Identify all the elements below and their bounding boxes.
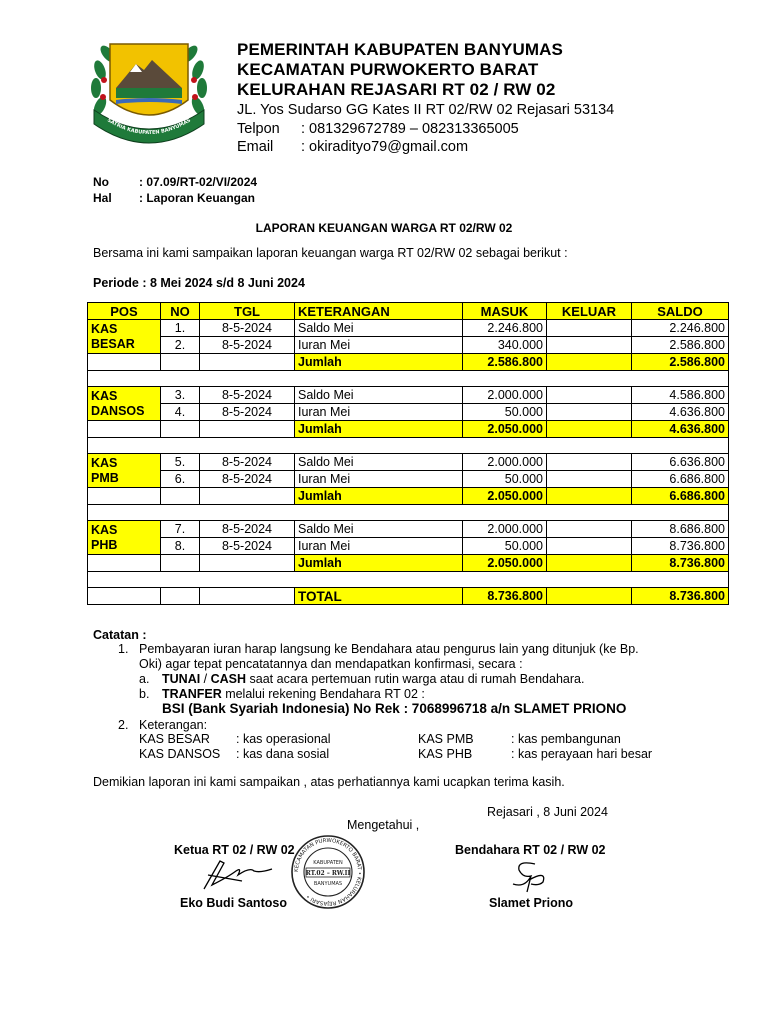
stamp-mid-text: RT.02 – RW.II <box>305 870 351 877</box>
note-a-bold: TUNAI <box>162 672 201 686</box>
no-cell: 3. <box>161 387 200 404</box>
saldo-cell: 6.636.800 <box>632 454 729 471</box>
empty-cell <box>88 354 161 371</box>
keluar-cell <box>547 454 632 471</box>
masuk-cell: 340.000 <box>463 337 547 354</box>
pos-label: BESAR <box>91 336 135 351</box>
note-1-line-2: Oki) agar tepat pencatatannya dan mendapatkan konfirmasi, secara : <box>139 657 523 671</box>
spacer-cell <box>88 505 729 521</box>
col-header-no: NO <box>161 303 200 320</box>
subtotal-masuk: 2.050.000 <box>463 488 547 505</box>
note-b-number: b. <box>139 687 150 701</box>
letter-number-label: No <box>93 175 109 189</box>
subtotal-masuk: 2.050.000 <box>463 555 547 572</box>
spacer-cell <box>88 371 729 387</box>
stamp-bottom-text: BANYUMAS <box>313 881 343 887</box>
empty-cell <box>200 354 295 371</box>
letter-subject-label: Hal <box>93 191 112 205</box>
pos-cell <box>88 387 161 421</box>
phone-label: Telpon <box>237 121 280 137</box>
table-row <box>88 521 729 538</box>
letter-subject-value: : Laporan Keuangan <box>139 191 256 205</box>
subtotal-row <box>88 354 729 371</box>
phone-value: : 081329672789 – 082313365005 <box>301 121 519 137</box>
saldo-cell: 4.636.800 <box>632 404 729 421</box>
pos-cell <box>88 521 161 555</box>
signer-right-name: Slamet Priono <box>489 896 574 910</box>
subtotal-saldo: 2.586.800 <box>632 354 729 371</box>
empty-cell <box>200 488 295 505</box>
pos-label: PHB <box>91 537 118 552</box>
masuk-cell: 2.000.000 <box>463 387 547 404</box>
keluar-cell <box>547 320 632 337</box>
pos-label: KAS <box>91 388 118 403</box>
legend-kas-besar-value: : kas operasional <box>236 732 331 746</box>
subtotal-saldo: 4.636.800 <box>632 421 729 438</box>
keluar-cell <box>547 471 632 488</box>
notes-heading: Catatan : <box>93 628 147 642</box>
bank-account-text: BSI (Bank Syariah Indonesia) No Rek : 7068996718 a/n SLAMET PRIONO <box>162 701 627 716</box>
col-header-saldo: SALDO <box>632 303 729 320</box>
letter-number-value: : 07.09/RT-02/VI/2024 <box>139 175 258 189</box>
empty-cell <box>200 555 295 572</box>
header-line-3: KELURAHAN REJASARI RT 02 / RW 02 <box>237 80 556 99</box>
no-cell: 1. <box>161 320 200 337</box>
subtotal-label: Jumlah <box>295 354 463 371</box>
saldo-cell: 2.586.800 <box>632 337 729 354</box>
subtotal-label: Jumlah <box>295 555 463 572</box>
subtotal-row <box>88 421 729 438</box>
no-cell: 8. <box>161 538 200 555</box>
saldo-cell: 6.686.800 <box>632 471 729 488</box>
header-line-1: PEMERINTAH KABUPATEN BANYUMAS <box>237 40 563 59</box>
signer-left-name: Eko Budi Santoso <box>180 896 287 910</box>
subtotal-row <box>88 488 729 505</box>
masuk-cell: 2.000.000 <box>463 454 547 471</box>
table-row <box>88 404 729 421</box>
empty-cell <box>161 588 200 605</box>
subtotal-masuk: 2.586.800 <box>463 354 547 371</box>
desc-cell: Saldo Mei <box>295 454 463 471</box>
spacer-cell <box>88 438 729 454</box>
letter-subject-row <box>93 191 255 205</box>
empty-cell <box>88 588 161 605</box>
note-a-text <box>162 672 584 687</box>
saldo-cell: 8.736.800 <box>632 538 729 555</box>
col-header-tgl: TGL <box>200 303 295 320</box>
subtotal-masuk: 2.050.000 <box>463 421 547 438</box>
legend-kas-dansos-key: KAS DANSOS <box>139 747 221 761</box>
empty-cell <box>200 421 295 438</box>
note-b-rest: melalui rekening Bendahara RT 02 : <box>221 687 425 701</box>
pos-label: KAS <box>91 455 118 470</box>
note-1-number: 1. <box>118 642 129 656</box>
table-header-row <box>88 303 729 320</box>
banyumas-logo <box>86 30 212 148</box>
spacer-row <box>88 371 729 387</box>
period-text: Periode : 8 Mei 2024 s/d 8 Juni 2024 <box>93 276 305 290</box>
note-2-number: 2. <box>118 718 129 732</box>
masuk-cell: 2.000.000 <box>463 521 547 538</box>
date-cell: 8-5-2024 <box>200 404 295 421</box>
subtotal-label: Jumlah <box>295 488 463 505</box>
date-cell: 8-5-2024 <box>200 387 295 404</box>
signature-right <box>505 858 555 894</box>
date-cell: 8-5-2024 <box>200 471 295 488</box>
desc-cell: Saldo Mei <box>295 387 463 404</box>
legend-kas-besar-key: KAS BESAR <box>139 732 210 746</box>
header-address: JL. Yos Sudarso GG Kates II RT 02/RW 02 Rejasari 53134 <box>237 102 615 118</box>
empty-cell <box>88 421 161 438</box>
table-row <box>88 337 729 354</box>
subtotal-keluar <box>547 488 632 505</box>
masuk-cell: 50.000 <box>463 471 547 488</box>
finance-table <box>87 302 729 605</box>
keluar-cell <box>547 387 632 404</box>
table-row <box>88 454 729 471</box>
date-cell: 8-5-2024 <box>200 538 295 555</box>
ribbon-text: SATRIA KABUPATEN BANYUMAS <box>106 117 192 137</box>
intro-text: Bersama ini kami sampaikan laporan keuangan warga RT 02/RW 02 sebagai berikut : <box>93 246 568 260</box>
acknowledged-label: Mengetahui , <box>347 818 420 832</box>
desc-cell: Saldo Mei <box>295 521 463 538</box>
empty-cell <box>161 421 200 438</box>
official-stamp <box>290 834 366 910</box>
pos-cell <box>88 320 161 354</box>
table-row <box>88 471 729 488</box>
grand-total-label: TOTAL <box>295 588 463 605</box>
legend-kas-pmb-value: : kas pembangunan <box>511 732 621 746</box>
date-cell: 8-5-2024 <box>200 337 295 354</box>
place-date: Rejasari , 8 Juni 2024 <box>487 805 608 819</box>
closing-text: Demikian laporan ini kami sampaikan , atas perhatiannya kami ucapkan terima kasih. <box>93 775 565 789</box>
saldo-cell: 4.586.800 <box>632 387 729 404</box>
date-cell: 8-5-2024 <box>200 521 295 538</box>
subtotal-keluar <box>547 354 632 371</box>
spacer-row <box>88 572 729 588</box>
keluar-cell <box>547 337 632 354</box>
no-cell: 4. <box>161 404 200 421</box>
note-a-separator: / <box>200 672 211 686</box>
pos-label: PMB <box>91 470 119 485</box>
masuk-cell: 50.000 <box>463 538 547 555</box>
pos-label: KAS <box>91 522 118 537</box>
subtotal-saldo: 6.686.800 <box>632 488 729 505</box>
col-header-keluar: KELUAR <box>547 303 632 320</box>
subtotal-saldo: 8.736.800 <box>632 555 729 572</box>
col-header-keterangan: KETERANGAN <box>295 303 463 320</box>
desc-cell: Iuran Mei <box>295 337 463 354</box>
spacer-cell <box>88 572 729 588</box>
saldo-cell: 8.686.800 <box>632 521 729 538</box>
stamp-top-text: KABUPATEN <box>313 860 343 866</box>
empty-cell <box>161 555 200 572</box>
spacer-row <box>88 438 729 454</box>
col-header-masuk: MASUK <box>463 303 547 320</box>
email-label: Email <box>237 139 274 155</box>
letter-number-row <box>93 175 257 189</box>
table-row <box>88 387 729 404</box>
col-header-pos: POS <box>88 303 161 320</box>
note-1-line-1: Pembayaran iuran harap langsung ke Bendahara atau pengurus lain yang ditunjuk (ke Bp. <box>139 642 639 656</box>
keluar-cell <box>547 538 632 555</box>
pos-label: DANSOS <box>91 403 145 418</box>
spacer-row <box>88 505 729 521</box>
note-b-bold: TRANFER <box>162 687 222 701</box>
masuk-cell: 2.246.800 <box>463 320 547 337</box>
subtotal-label: Jumlah <box>295 421 463 438</box>
note-2-heading: Keterangan: <box>139 718 208 732</box>
stamp-ring-text: KECAMATAN PURWOKERTO BARAT • KELURAHAN REJASARI • <box>293 837 363 907</box>
signature-left <box>198 855 278 895</box>
subtotal-keluar <box>547 555 632 572</box>
header-email-row <box>237 137 468 157</box>
no-cell: 2. <box>161 337 200 354</box>
empty-cell <box>161 354 200 371</box>
header-line-2: KECAMATAN PURWOKERTO BARAT <box>237 60 539 79</box>
signer-left-title: Ketua RT 02 / RW 02 <box>174 843 295 857</box>
table-row <box>88 320 729 337</box>
masuk-cell: 50.000 <box>463 404 547 421</box>
legend-kas-pmb-key: KAS PMB <box>418 732 474 746</box>
empty-cell <box>88 488 161 505</box>
grand-total-masuk: 8.736.800 <box>463 588 547 605</box>
signer-right-title: Bendahara RT 02 / RW 02 <box>455 843 606 857</box>
empty-cell <box>200 588 295 605</box>
report-title: LAPORAN KEUANGAN WARGA RT 02/RW 02 <box>255 221 513 235</box>
note-b-text <box>162 687 425 702</box>
keluar-cell <box>547 404 632 421</box>
subtotal-keluar <box>547 421 632 438</box>
date-cell: 8-5-2024 <box>200 320 295 337</box>
grand-total-row <box>88 588 729 605</box>
legend-kas-phb-key: KAS PHB <box>418 747 473 761</box>
saldo-cell: 2.246.800 <box>632 320 729 337</box>
header-phone-row <box>237 119 519 139</box>
grand-total-saldo: 8.736.800 <box>632 588 729 605</box>
empty-cell <box>161 488 200 505</box>
empty-cell <box>88 555 161 572</box>
table-row <box>88 538 729 555</box>
date-cell: 8-5-2024 <box>200 454 295 471</box>
desc-cell: Iuran Mei <box>295 471 463 488</box>
email-value: : okiradityo79@gmail.com <box>301 139 469 155</box>
subtotal-row <box>88 555 729 572</box>
grand-total-keluar <box>547 588 632 605</box>
note-a-bold-2: CASH <box>210 672 247 686</box>
note-a-rest: saat acara pertemuan rutin warga atau di rumah Bendahara. <box>246 672 585 686</box>
note-a-number: a. <box>139 672 150 686</box>
legend-kas-phb-value: : kas perayaan hari besar <box>511 747 653 761</box>
desc-cell: Saldo Mei <box>295 320 463 337</box>
desc-cell: Iuran Mei <box>295 538 463 555</box>
no-cell: 5. <box>161 454 200 471</box>
no-cell: 6. <box>161 471 200 488</box>
no-cell: 7. <box>161 521 200 538</box>
desc-cell: Iuran Mei <box>295 404 463 421</box>
pos-label: KAS <box>91 321 118 336</box>
keluar-cell <box>547 521 632 538</box>
legend-kas-dansos-value: : kas dana sosial <box>236 747 330 761</box>
pos-cell <box>88 454 161 488</box>
